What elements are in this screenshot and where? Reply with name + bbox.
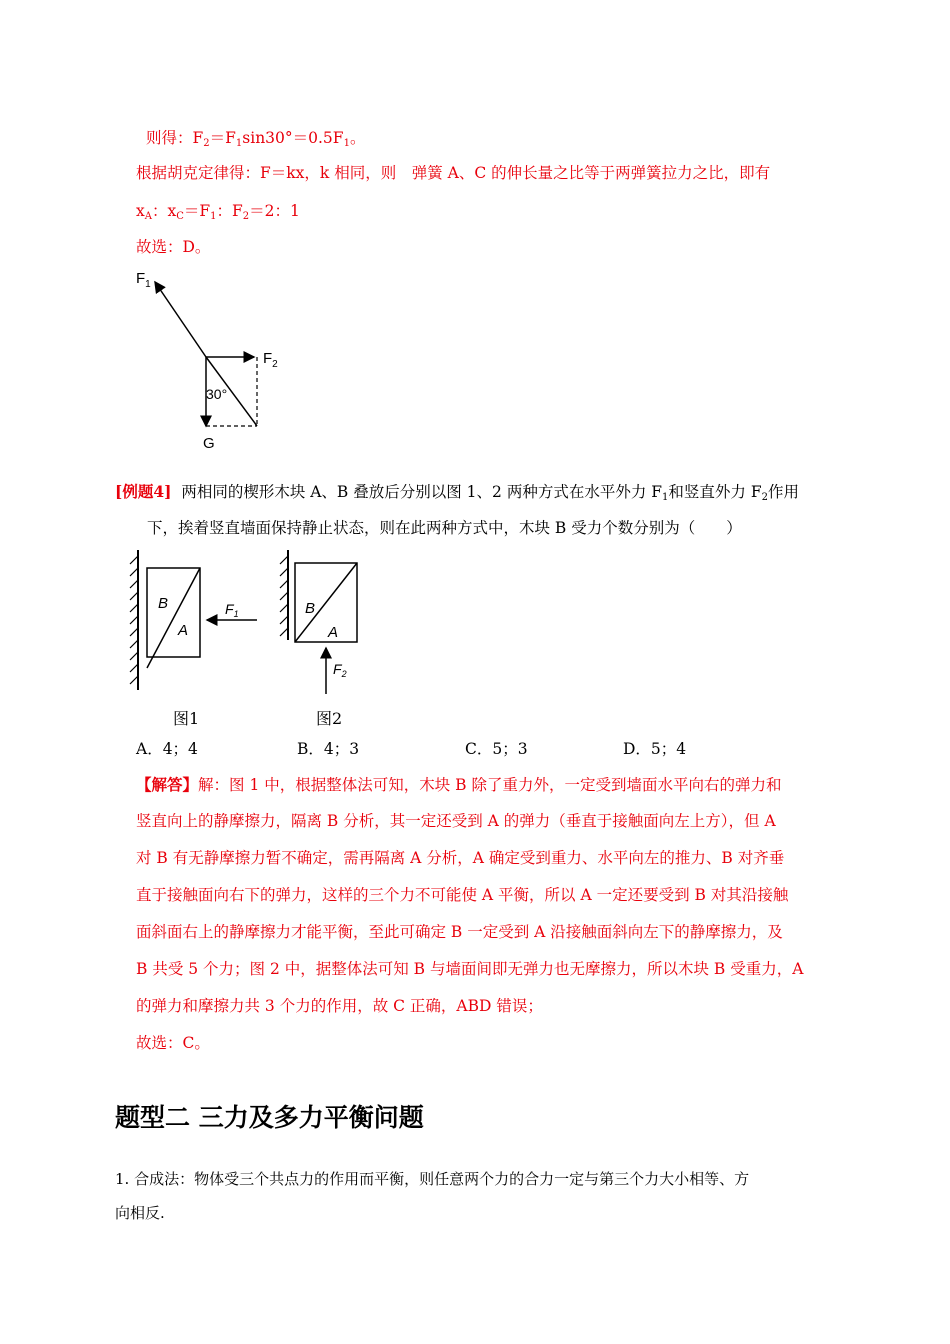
g-label: G — [203, 435, 215, 452]
f1-label: $F_1$ — [136, 270, 151, 290]
wedge-diagonal-1 — [147, 568, 200, 668]
analysis-line-7: 的弹力和摩擦力共 3 个力的作用，故 C 正确，ABD 错误； — [136, 997, 543, 1015]
f1-arrow — [155, 282, 206, 357]
analysis-line-1: 【解答】解：图 1 中，根据整体法可知，木块 B 除了重力外，一定受到墙面水平向右的弹力和 — [136, 775, 782, 794]
angle-label: 30° — [206, 386, 228, 402]
figure-1-caption: 图1 — [173, 709, 200, 728]
example4-line-1: [例题4] 两相同的楔形木块 A、B 叠放后分别以图 1、2 两种方式在水平外力 $F_1$和竖直外力 $F_2$作用 — [115, 482, 799, 503]
solution-line-1: 则得：$F_2=F_1\sin 30^\circ=0.5F_1$。 — [146, 129, 366, 149]
analysis-line-5: 面斜面右上的静摩擦力才能平衡，至此可确定 B 一定受到 A 沿接触面斜向左下的静摩擦力，及 — [136, 923, 783, 941]
analysis-answer: 故选：C。 — [136, 1034, 210, 1052]
solution-line-2: 根据胡克定律得：F＝kx，k 相同，则 弹簧 A、C 的伸长量之比等于两弹簧拉力之比，即有 — [136, 164, 771, 182]
method-line-1: 1. 合成法：物体受三个共点力的作用而平衡，则任意两个力的合力一定与第三个力大小相等、方 — [115, 1170, 750, 1188]
label-b: B — [305, 600, 316, 617]
option-c: C．5；3 — [465, 740, 528, 758]
label-b: B — [158, 595, 169, 612]
solution-answer: 故选：D。 — [136, 238, 211, 256]
figure-1 — [125, 548, 275, 698]
label-f2: $F_2$ — [333, 661, 347, 679]
option-a: A．4；4 — [136, 740, 198, 758]
example4-line-2: 下，挨着竖直墙面保持静止状态，则在此两种方式中，木块 B 受力个数分别为（ ） — [147, 519, 742, 537]
analysis-line-6: B 共受 5 个力；图 2 中，据整体法可知 B 与墙面间即无弹力也无摩擦力，所以木块 B 受重力，A — [136, 960, 804, 978]
wall-hatch-1 — [130, 556, 138, 684]
figure-2 — [275, 548, 385, 698]
analysis-tag: 【解答】 — [136, 775, 199, 794]
option-b: B．4；3 — [297, 740, 360, 758]
wall-hatch-2 — [280, 556, 288, 636]
example-tag: [例题4] — [115, 482, 172, 501]
method-line-2: 向相反. — [115, 1204, 165, 1222]
force-diagram — [120, 262, 290, 458]
section-heading: 题型二 三力及多力平衡问题 — [115, 1103, 424, 1132]
label-f1: $F_1$ — [225, 601, 239, 619]
analysis-line-3: 对 B 有无静摩擦力暂不确定，需再隔离 A 分析，A 确定受到重力、水平向左的推力、B 对齐垂 — [136, 849, 785, 867]
label-a: A — [328, 624, 339, 641]
option-d: D．5；4 — [623, 740, 687, 758]
analysis-line-2: 竖直向上的静摩擦力，隔离 B 分析，其一定还受到 A 的弹力（垂直于接触面向左上方），但 A — [136, 812, 776, 830]
analysis-line-4: 直于接触面向右下的弹力，这样的三个力不可能使 A 平衡，所以 A 一定还要受到 B 对其沿接触 — [136, 886, 789, 904]
figure-2-caption: 图2 — [316, 709, 343, 728]
label-a: A — [178, 622, 189, 639]
f2-label: $F_2$ — [263, 350, 278, 370]
block-outline-1 — [147, 568, 200, 657]
solution-line-3: $x_A$：$x_C=F_1$：$F_2=2$：1 — [136, 202, 300, 222]
